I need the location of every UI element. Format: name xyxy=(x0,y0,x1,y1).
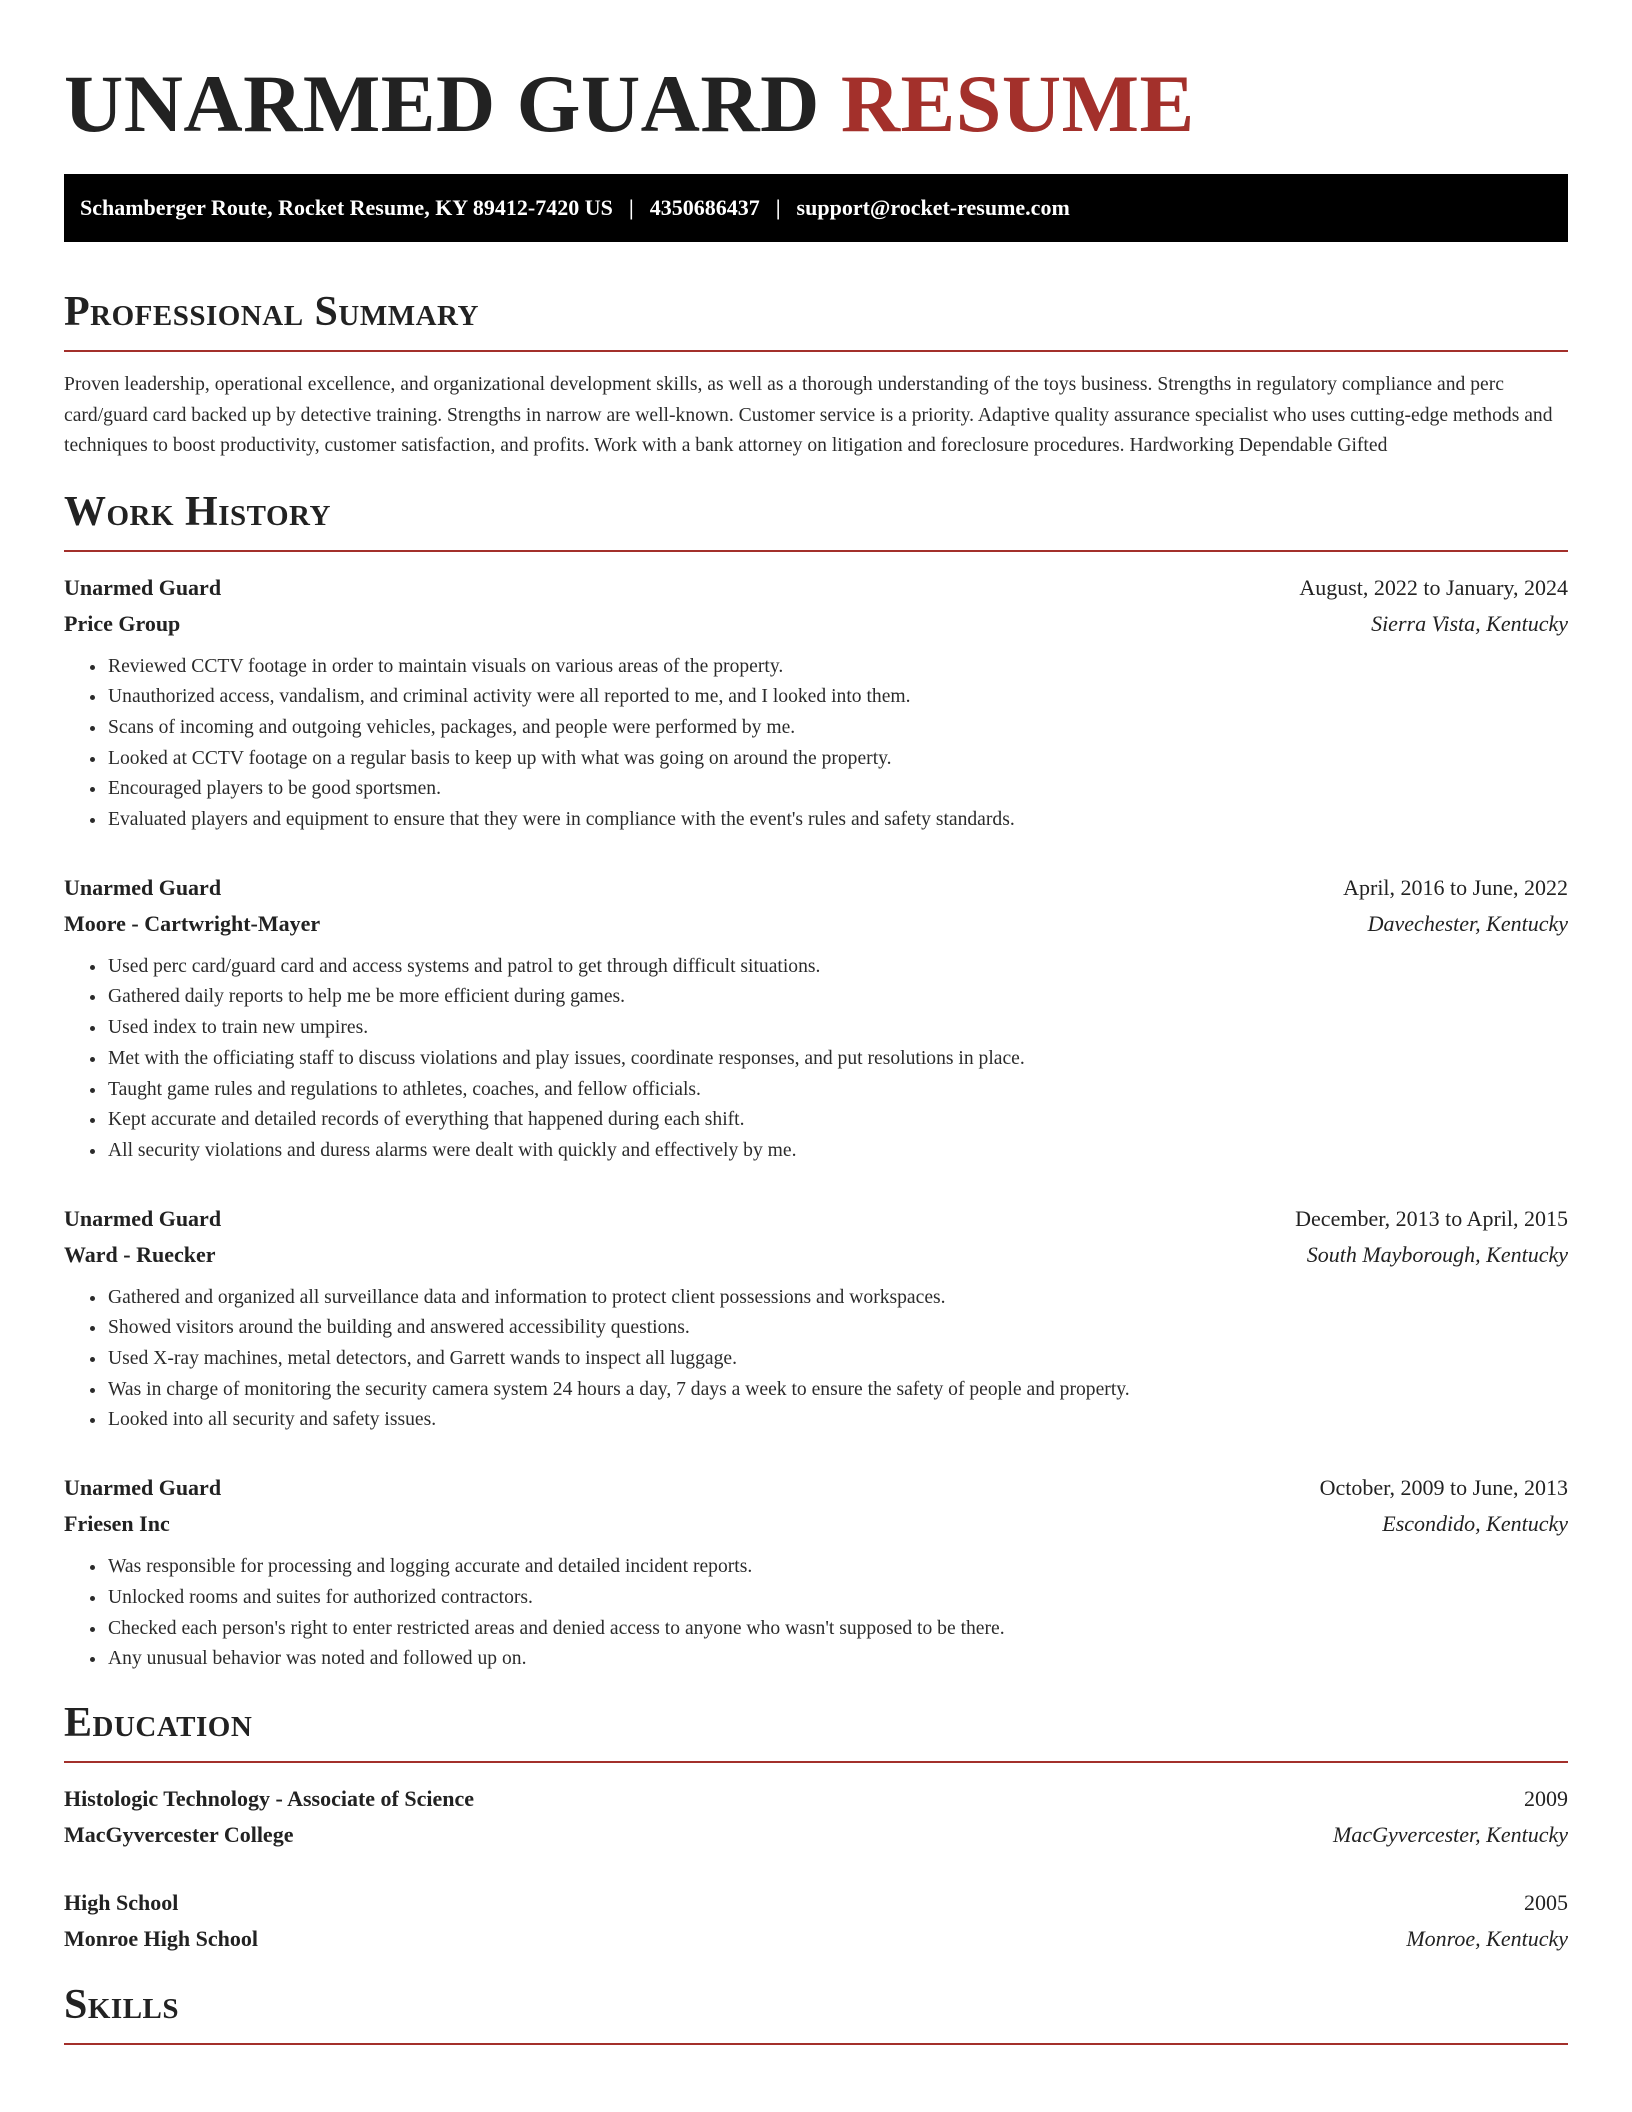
contact-separator: | xyxy=(628,195,634,220)
job-bullet-list xyxy=(64,952,1568,1167)
job-title: Unarmed Guard xyxy=(64,574,222,600)
job-bullet: • Kept accurate and detailed records of everything that happened during each shift. xyxy=(107,1105,1568,1136)
job-dates: April, 2016 to June, 2022 xyxy=(1343,874,1568,900)
job-bullet-list xyxy=(64,1552,1568,1675)
job-bullet-list xyxy=(64,1283,1568,1437)
job-bullet: • Was in charge of monitoring the security camera system 24 hours a day, 7 days a week to ensure the safety of people and property. xyxy=(107,1375,1568,1406)
education-entry xyxy=(64,1885,1568,1957)
education-entry xyxy=(64,1781,1568,1853)
section-divider xyxy=(64,350,1568,352)
job-bullet: • Used perc card/guard card and access systems and patrol to get through difficult situations. xyxy=(107,952,1568,983)
contact-bar xyxy=(64,174,1568,242)
job-entry xyxy=(64,870,1568,1167)
summary-section xyxy=(64,284,1568,462)
education-list xyxy=(64,1781,1568,1957)
work-history-section xyxy=(64,484,1568,1675)
education-year: 2005 xyxy=(1524,1889,1568,1915)
contact-separator: | xyxy=(775,195,781,220)
education-school-row xyxy=(64,1921,1568,1957)
job-company-row xyxy=(64,906,1568,942)
contact-address: Schamberger Route, Rocket Resume, KY 89412-7420 US xyxy=(80,195,613,220)
job-header-row xyxy=(64,870,1568,906)
job-title: Unarmed Guard xyxy=(64,1205,222,1231)
job-bullet: • Unlocked rooms and suites for authorized contractors. xyxy=(107,1583,1568,1614)
job-bullet: • Used X-ray machines, metal detectors, and Garrett wands to inspect all luggage. xyxy=(107,1344,1568,1375)
job-bullet: • Looked into all security and safety issues. xyxy=(107,1405,1568,1436)
section-heading-education: Education xyxy=(64,1699,253,1746)
section-heading-skills: Skills xyxy=(64,1981,180,2028)
job-bullet: • Evaluated players and equipment to ensure that they were in compliance with the event's rules and safety standards. xyxy=(107,805,1568,836)
job-company: Price Group xyxy=(64,610,181,636)
job-header-row xyxy=(64,1201,1568,1237)
job-bullet: • All security violations and duress alarms were dealt with quickly and effectively by me. xyxy=(107,1136,1568,1167)
skills-section xyxy=(64,1977,1568,2045)
education-school: MacGyvercester College xyxy=(64,1821,294,1847)
job-bullet: • Gathered and organized all surveillance data and information to protect client possessions and workspaces. xyxy=(107,1283,1568,1314)
job-company-row xyxy=(64,606,1568,642)
job-bullet-list xyxy=(64,652,1568,836)
job-title: Unarmed Guard xyxy=(64,874,222,900)
education-location: Monroe, Kentucky xyxy=(1406,1925,1568,1951)
job-bullet: • Unauthorized access, vandalism, and criminal activity were all reported to me, and I looked into them. xyxy=(107,682,1568,713)
education-section xyxy=(64,1695,1568,1957)
section-divider xyxy=(64,550,1568,552)
education-header-row xyxy=(64,1885,1568,1921)
job-location: Davechester, Kentucky xyxy=(1367,910,1568,936)
job-bullet: • Reviewed CCTV footage in order to maintain visuals on various areas of the property. xyxy=(107,652,1568,683)
job-entry xyxy=(64,570,1568,836)
job-location: Escondido, Kentucky xyxy=(1382,1511,1568,1537)
job-bullet: • Encouraged players to be good sportsmen. xyxy=(107,774,1568,805)
job-bullet: • Showed visitors around the building and answered accessibility questions. xyxy=(107,1313,1568,1344)
job-bullet: • Checked each person's right to enter restricted areas and denied access to anyone who wasn't supposed to be there. xyxy=(107,1614,1568,1645)
section-divider xyxy=(64,2043,1568,2045)
job-company-row xyxy=(64,1506,1568,1542)
job-entry xyxy=(64,1470,1568,1675)
job-company: Friesen Inc xyxy=(64,1511,170,1537)
education-school-row xyxy=(64,1817,1568,1853)
job-bullet: • Gathered daily reports to help me be more efficient during games. xyxy=(107,982,1568,1013)
job-entry xyxy=(64,1201,1568,1437)
job-company: Moore - Cartwright-Mayer xyxy=(64,910,321,936)
job-bullet: • Met with the officiating staff to discuss violations and play issues, coordinate responses, and put resolutions in place. xyxy=(107,1044,1568,1075)
section-heading-summary: Professional Summary xyxy=(64,289,479,335)
job-dates: October, 2009 to June, 2013 xyxy=(1319,1475,1568,1501)
job-dates: August, 2022 to January, 2024 xyxy=(1299,574,1568,600)
job-bullet: • Used index to train new umpires. xyxy=(107,1013,1568,1044)
job-title: Unarmed Guard xyxy=(64,1475,222,1501)
education-degree: Histologic Technology - Associate of Science xyxy=(64,1785,475,1811)
title-main: UNARMED GUARD xyxy=(64,58,820,149)
job-header-row xyxy=(64,1470,1568,1506)
contact-email[interactable]: support@rocket-resume.com xyxy=(796,195,1070,220)
education-location: MacGyvercester, Kentucky xyxy=(1333,1821,1568,1847)
title-accent: RESUME xyxy=(840,58,1195,149)
education-year: 2009 xyxy=(1524,1785,1568,1811)
job-bullet: • Looked at CCTV footage on a regular basis to keep up with what was going on around the property. xyxy=(107,744,1568,775)
section-divider xyxy=(64,1761,1568,1763)
job-header-row xyxy=(64,570,1568,606)
job-company-row xyxy=(64,1237,1568,1273)
resume-title xyxy=(64,0,1568,154)
contact-phone[interactable]: 4350686437 xyxy=(649,195,760,220)
job-location: South Mayborough, Kentucky xyxy=(1306,1241,1568,1267)
job-bullet: • Any unusual behavior was noted and followed up on. xyxy=(107,1644,1568,1675)
summary-text: Proven leadership, operational excellence, and organizational development skills, as well as a thorough understanding of the toys business. Strengths in regulatory compliance and perc card/guard card backed up by detective training. Strengths in narrow are well-known. Customer service is a priority. Adaptive quality assurance specialist who uses cutting-edge methods and techniques to boost productivity, customer satisfaction, and profits. Work with a bank attorney on litigation and foreclosure procedures. Hardworking Dependable Gifted xyxy=(64,374,1553,456)
education-header-row xyxy=(64,1781,1568,1817)
job-list xyxy=(64,570,1568,1675)
job-bullet: • Taught game rules and regulations to athletes, coaches, and fellow officials. xyxy=(107,1075,1568,1106)
job-location: Sierra Vista, Kentucky xyxy=(1371,610,1568,636)
job-bullet: • Was responsible for processing and logging accurate and detailed incident reports. xyxy=(107,1552,1568,1583)
job-dates: December, 2013 to April, 2015 xyxy=(1295,1205,1568,1231)
job-company: Ward - Ruecker xyxy=(64,1241,216,1267)
education-degree: High School xyxy=(64,1889,179,1915)
job-bullet: • Scans of incoming and outgoing vehicles, packages, and people were performed by me. xyxy=(107,713,1568,744)
section-heading-work-history: Work History xyxy=(64,488,331,535)
education-school: Monroe High School xyxy=(64,1925,258,1951)
